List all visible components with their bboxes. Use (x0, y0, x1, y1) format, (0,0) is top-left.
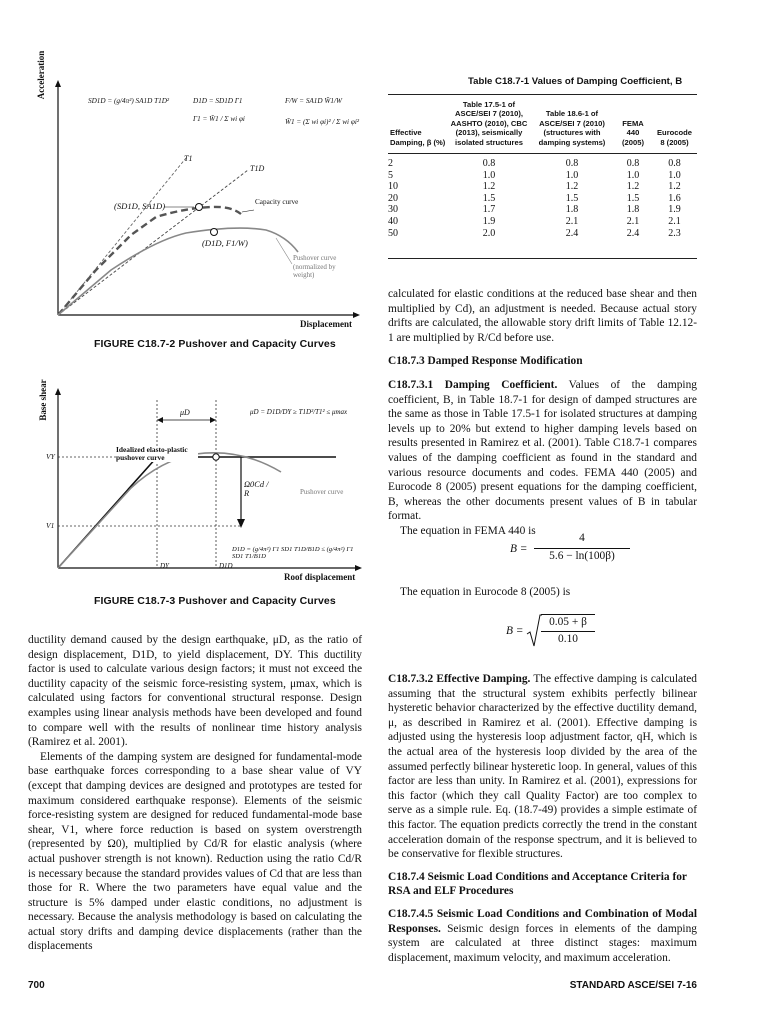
figure-c18-7-2 (36, 50, 366, 340)
table-body (388, 151, 697, 239)
fig2-caption: FIGURE C18.7-3 Pushover and Capacity Curves (94, 595, 336, 607)
heading-c18-7-3-2: C18.7.3.2 Effective Damping. (388, 673, 531, 685)
table-cell: 0.8 (565, 158, 579, 170)
fig1-label-df: (D1D, F1/W) (202, 238, 248, 248)
table-cell: 50 (388, 227, 398, 239)
table-cell: 2.1 (565, 216, 579, 227)
fig1-label-pushover: Pushover curve (normalized by weight) (293, 254, 337, 280)
fig1-point-sd (196, 204, 203, 211)
fig1-eq-sd: SD1D = (g/4π²) SA1D T1D² (88, 97, 170, 105)
fig1-eq-f: F/W = SA1D W̄1/W (285, 97, 342, 105)
fig2-label-pushover: Pushover curve (300, 488, 344, 496)
table-cell: 20 (388, 192, 398, 204)
table-cell: 1.0 (626, 169, 640, 181)
table-cell: 1.0 (668, 169, 681, 181)
col-header-table-17-5-1: Table 17.5-1 of ASCE/SEI 7 (2010), AASHTO (2010), CBC (2013), seismically isolated structures (450, 100, 528, 147)
fig2-label-omega: Ω0Cd / R (244, 480, 269, 498)
table-row (388, 216, 697, 228)
table-cell: 40 (388, 216, 398, 227)
col-header-fema-440: FEMA 440 (2005) (622, 118, 644, 147)
table-cell: 1.2 (626, 181, 640, 193)
page-number: 700 (28, 980, 45, 991)
table-row (388, 228, 697, 240)
heading-c18-7-4-5: C18.7.4.5 Seismic Load Conditions and Combination of Modal Responses. (388, 907, 697, 935)
fig2-label-v1: V1 (46, 521, 55, 530)
table-cell: 2.4 (565, 227, 579, 239)
fema-eq-denominator: 5.6 − ln(100β) (549, 550, 615, 562)
col-header-damping: Effective Damping, β (%) (390, 128, 446, 147)
table-cell: 5 (388, 169, 393, 181)
euro-eq-lhs: B = (506, 625, 524, 637)
table-cell: 2.1 (668, 216, 681, 227)
fig1-t1-line (58, 158, 186, 315)
fig1-label-t1d: T1D (250, 164, 265, 173)
fig2-y-label: Base shear (38, 379, 48, 421)
fig2-eq-d1d: D1D = (g/4π²) Γ1 SD1 T1D/B1D ≤ (g/4π²) Γ1 SD1 T1/B1D (232, 546, 354, 560)
fig2-label-vy: VY (46, 452, 55, 461)
left-paragraph-2: Elements of the damping system are designed for fundamental-mode base earthquake forces corresponding to a base shear value of VY (except that damping devices are designed and prototypes are tested for maximum considered earthquake response). Elements of the seismic force-resisting system are designed for reduced fundamental-mode base shear, V1, where force reduction is based on system overstrength (represented by Ω0), multiplied by Cd/R for elastic analysis (where actual pushover strength is not known). Reduction using the ratio Cd/R is necessary because the standard provides values of Cd that are less than those for R. Where the two parameters have equal value and the structure is 5% damped under elastic conditions, no adjustment is necessary. Because the analysis methodology is based on calculating the actual story drifts and damping device displacements (rather than the displacements (28, 750, 362, 953)
table-cell: 1.8 (626, 204, 640, 216)
fema-eq-numerator: 4 (579, 532, 585, 544)
table-cell: 0.8 (668, 158, 681, 170)
fema-equation (510, 532, 640, 568)
fig1-y-label: Acceleration (36, 50, 46, 100)
table-cell: 1.0 (565, 169, 579, 181)
heading-c18-7-4: C18.7.4 Seismic Load Conditions and Acceptance Criteria for RSA and ELF Procedures (388, 870, 687, 898)
table-cell: 2.0 (482, 227, 496, 239)
table-cell: 1.2 (482, 181, 496, 193)
right-paragraph-1: calculated for elastic conditions at the reduced base shear and then multiplied by Cd), an adjustment is needed. Because actual story drifts are calculated, the allowable story drift limits of Table 12.12-1 are multiplied by R/Cd before use. (388, 288, 697, 344)
table-cell: 1.8 (565, 204, 579, 216)
table-cell: 1.9 (482, 216, 496, 227)
paragraph-c18-7-3-1: Values of the damping coefficient, B, in Table 18.7-1 for design of damped structures are the same as those in Table 17.5-1 for isolated structures at damping levels up to 20% but extend to higher damping levels based on results presented in Ramirez et al. (2001). Table C18.7-1 compares values of the damping coefficient as found in the standard and various resource documents and codes. FEMA 440 (2005) and Eurocode 8 (2005) present equations for the damping coefficient, B, whereas the other documents present values of B in tabular format. (388, 378, 697, 523)
table-cell: 0.8 (626, 158, 640, 170)
table-cell: 2.1 (626, 216, 640, 227)
table-title: Table C18.7-1 Values of Damping Coefficient, B (468, 76, 683, 87)
table-cell: 1.5 (482, 192, 496, 204)
heading-c18-7-3-1: C18.7.3.1 Damping Coefficient. (388, 378, 558, 391)
fig2-eq-mu: μD = D1D/DY ≥ T1D²/T1² ≤ μmax (250, 408, 348, 416)
fig2-label-dy: DY (160, 562, 169, 570)
paragraph-c18-7-4-5: Seismic design forces in elements of the damping system are calculated at three distinct stages: maximum displacement, maximum velocity, and maximum acceleration. (388, 922, 697, 964)
heading-c18-7-3: C18.7.3 Damped Response Modification (388, 355, 583, 368)
fig2-label-idealized: Idealized elasto-plastic pushover curve (116, 446, 198, 462)
table-cell: 1.0 (482, 169, 496, 181)
damping-table (388, 100, 697, 239)
euro-eq-denominator: 0.10 (558, 633, 578, 645)
euro-eq-numerator: 0.05 + β (549, 616, 587, 628)
footer-standard: STANDARD ASCE/SEI 7-16 (569, 980, 697, 991)
eurocode-equation (506, 614, 616, 650)
table-row (388, 193, 697, 205)
fig1-label-capacity: Capacity curve (255, 198, 299, 206)
col-header-table-18-6-1: Table 18.6-1 of ASCE/SEI 7 (2010) (structures with damping systems) (538, 109, 606, 147)
table-row (388, 181, 697, 193)
table-cell: 10 (388, 181, 398, 193)
fig1-label-t1: T1 (184, 154, 193, 163)
table-cell: 1.2 (668, 181, 681, 193)
right-column-top (388, 287, 697, 539)
table-cell: 1.5 (626, 192, 640, 204)
table-cell: 2.3 (668, 227, 681, 239)
fig2-label-mu: μD (180, 408, 190, 417)
table-cell: 1.5 (565, 192, 579, 204)
left-column-text (28, 633, 362, 954)
col-header-eurocode-8: Eurocode 8 (2005) (656, 128, 693, 147)
fig1-x-label: Displacement (300, 319, 352, 329)
table-cell: 1.2 (565, 181, 579, 193)
table-cell: 1.7 (482, 204, 496, 216)
left-paragraph-1: ductility demand caused by the design earthquake, μD, as the ratio of design displacement, D1D, to yield displacement, DY. This ductility factor is used to calculate various design factors; it must not exceed the ductility capacity of the seismic force-resisting system, μmax, which is calculated using factors for conventional structural response. Design examples using linear analysis methods have been developed and found to compare well with the results of nonlinear time history analysis (Ramirez et al. 2001). (28, 634, 362, 749)
fig2-x-label: Roof displacement (284, 572, 356, 582)
fig1-label-sd: (SD1D, SA1D) (114, 201, 166, 211)
fig1-point-df (211, 229, 218, 236)
table-cell: 1.6 (668, 192, 681, 204)
right-column-bottom (388, 672, 697, 965)
table-row (388, 170, 697, 182)
paragraph-c18-7-3-2: The effective damping is calculated assuming that the structural system exhibits perfectly bilinear hysteretic behavior characterized by the effective ductility demand, μ, as described in Ramirez et al. (2001). Effective damping is adjusted using the hysteresis loop adjustment factor, qH, which is the actual area of the hysteresis loop divided by the area of the assumed perfectly bilinear hysteretic loop. In general, values of this factor are less than unity. In Ramirez et al. (2001), expressions for this factor (which they call Quality Factor) are too complex to serve as a simple rule. Eq. (18.7-49) provides a simple estimate of this factor. The equation predicts correctly the trend in the constant acceleration domain of the response spectrum, and it is believed to be conservative for flexible structures. (388, 673, 697, 861)
fig1-eq-d: D1D = SD1D Γ1 (193, 97, 243, 105)
fig1-eq-wbar: W̄1 = (Σ wi φi)² / Σ wi φi² (285, 118, 359, 126)
fig1-caption: FIGURE C18.7-2 Pushover and Capacity Curves (94, 338, 336, 350)
figure-c18-7-3 (36, 380, 366, 590)
table-cell: 30 (388, 204, 398, 216)
figure-1-plot (36, 70, 366, 340)
table-row (388, 204, 697, 216)
fig2-label-d1d: D1D (219, 562, 233, 570)
fema-eq-lhs: B = (510, 543, 528, 555)
table-cell: 2.4 (626, 227, 640, 239)
table-cell: 2 (388, 158, 393, 170)
table-cell: 1.9 (668, 204, 681, 216)
fema-intro: The equation in FEMA 440 is (400, 524, 536, 537)
fig1-eq-gamma: Γ1 = W̄1 / Σ wi φi (193, 115, 245, 123)
table-cell: 0.8 (482, 158, 496, 170)
fig1-capacity-curve (58, 207, 241, 315)
eurocode-intro: The equation in Eurocode 8 (2005) is (400, 586, 571, 598)
